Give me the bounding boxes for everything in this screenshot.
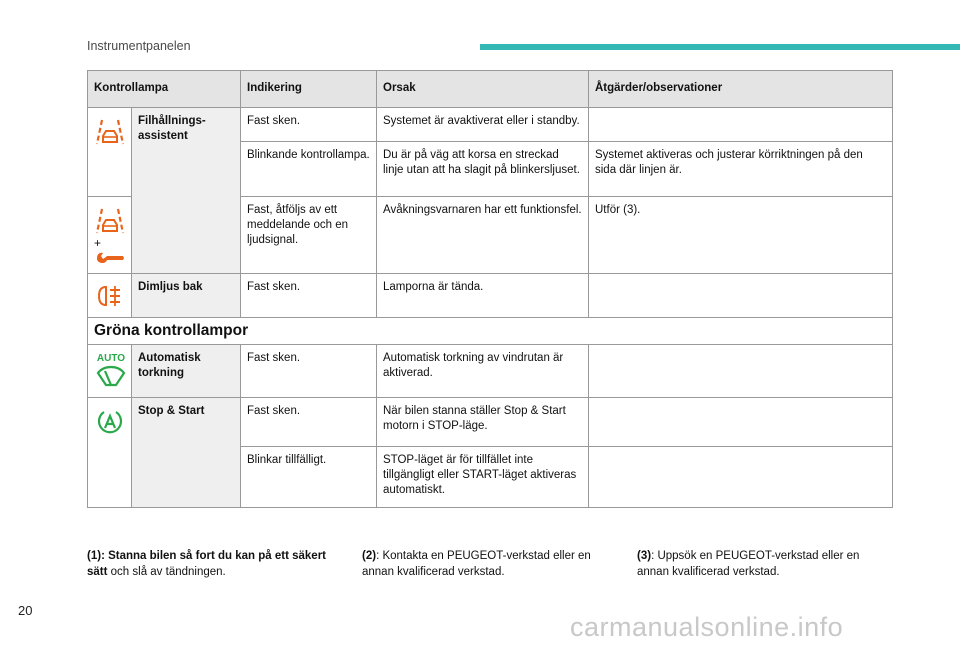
table-row <box>88 398 893 447</box>
column-header: Kontrollampa <box>88 71 241 108</box>
indikering-cell: Blinkar tillfälligt. <box>241 447 377 508</box>
auto-wipe-icon <box>94 351 128 389</box>
footnote-bold-text: : Stanna bilen så fort du kan på ett säkert sätt <box>87 550 327 578</box>
lane-departure-icon <box>95 118 125 146</box>
header-accent-bar <box>480 44 960 50</box>
atgard-cell: Systemet aktiveras och justerar körriktningen på den sida där linjen är. <box>589 142 893 197</box>
orsak-cell: Automatisk torkning av vindrutan är aktiverad. <box>377 345 589 398</box>
orsak-cell: När bilen stanna ställer Stop & Start motorn i STOP-läge. <box>377 398 589 447</box>
lamp-name: Automatisk torkning <box>132 345 241 398</box>
indikering-cell: Fast sken. <box>241 345 377 398</box>
lamp-name: Stop & Start <box>132 398 241 508</box>
section-title: Instrumentpanelen <box>87 39 191 53</box>
atgard-cell <box>589 398 893 447</box>
table-row <box>88 108 893 142</box>
footnote-ref: (2) <box>362 550 377 562</box>
indikering-cell: Fast, åtföljs av ett meddelande och en ljudsignal. <box>241 197 377 274</box>
indikering-cell: Fast sken. <box>241 108 377 142</box>
orsak-cell: Du är på väg att korsa en streckad linje utan att ha slagit på blinkersljuset. <box>377 142 589 197</box>
icon-cell <box>88 197 132 274</box>
wrench-icon <box>94 251 126 265</box>
footnote-text: : Kontakta en PEUGEOT-verkstad eller en annan kvalificerad verkstad. <box>362 550 591 578</box>
indikering-cell: Fast sken. <box>241 274 377 318</box>
plus-sign: + <box>94 236 102 250</box>
orsak-cell: Lamporna är tända. <box>377 274 589 318</box>
indikering-cell: Fast sken. <box>241 398 377 447</box>
footnote-ref: (3) <box>637 550 652 562</box>
icon-cell <box>88 108 132 197</box>
atgard-cell <box>589 108 893 142</box>
atgard-cell: Utför (3). <box>589 197 893 274</box>
section-heading-row <box>88 318 893 345</box>
page-number: 20 <box>18 603 33 618</box>
table-header-row <box>88 71 893 108</box>
section-heading: Gröna kontrollampor <box>88 318 893 345</box>
orsak-cell: STOP-läget är för tillfället inte tillgängligt eller START-läget aktiveras automatiskt. <box>377 447 589 508</box>
column-header: Orsak <box>377 71 589 108</box>
atgard-cell <box>589 447 893 508</box>
orsak-cell: Systemet är avaktiverat eller i standby. <box>377 108 589 142</box>
footnote-text: och slå av tändningen. <box>107 566 226 578</box>
column-header: Åtgärder/observationer <box>589 71 893 108</box>
lane-departure-icon <box>95 207 125 235</box>
stop-start-icon <box>96 408 124 436</box>
atgard-cell <box>589 274 893 318</box>
footnote-3 <box>637 548 887 580</box>
icon-cell <box>88 398 132 508</box>
table-row <box>88 274 893 318</box>
footnote-text: : Uppsök en PEUGEOT-verkstad eller en annan kvalificerad verkstad. <box>637 550 860 578</box>
indikering-cell: Blinkande kontrollampa. <box>241 142 377 197</box>
footnote-1 <box>87 548 337 580</box>
icon-cell <box>88 345 132 398</box>
column-header: Indikering <box>241 71 377 108</box>
orsak-cell: Avåkningsvarnaren har ett funktionsfel. <box>377 197 589 274</box>
icon-cell <box>88 274 132 318</box>
lamp-name: Filhållnings- assistent <box>132 108 241 274</box>
rear-fog-light-icon <box>96 284 124 308</box>
table-row <box>88 345 893 398</box>
atgard-cell <box>589 345 893 398</box>
warning-lamp-table <box>87 70 893 508</box>
footnote-ref: (1) <box>87 550 102 562</box>
svg-text:AUTO: AUTO <box>96 353 126 364</box>
lamp-name: Dimljus bak <box>132 274 241 318</box>
footnote-2 <box>362 548 612 580</box>
watermark: carmanualsonline.info <box>570 612 844 642</box>
